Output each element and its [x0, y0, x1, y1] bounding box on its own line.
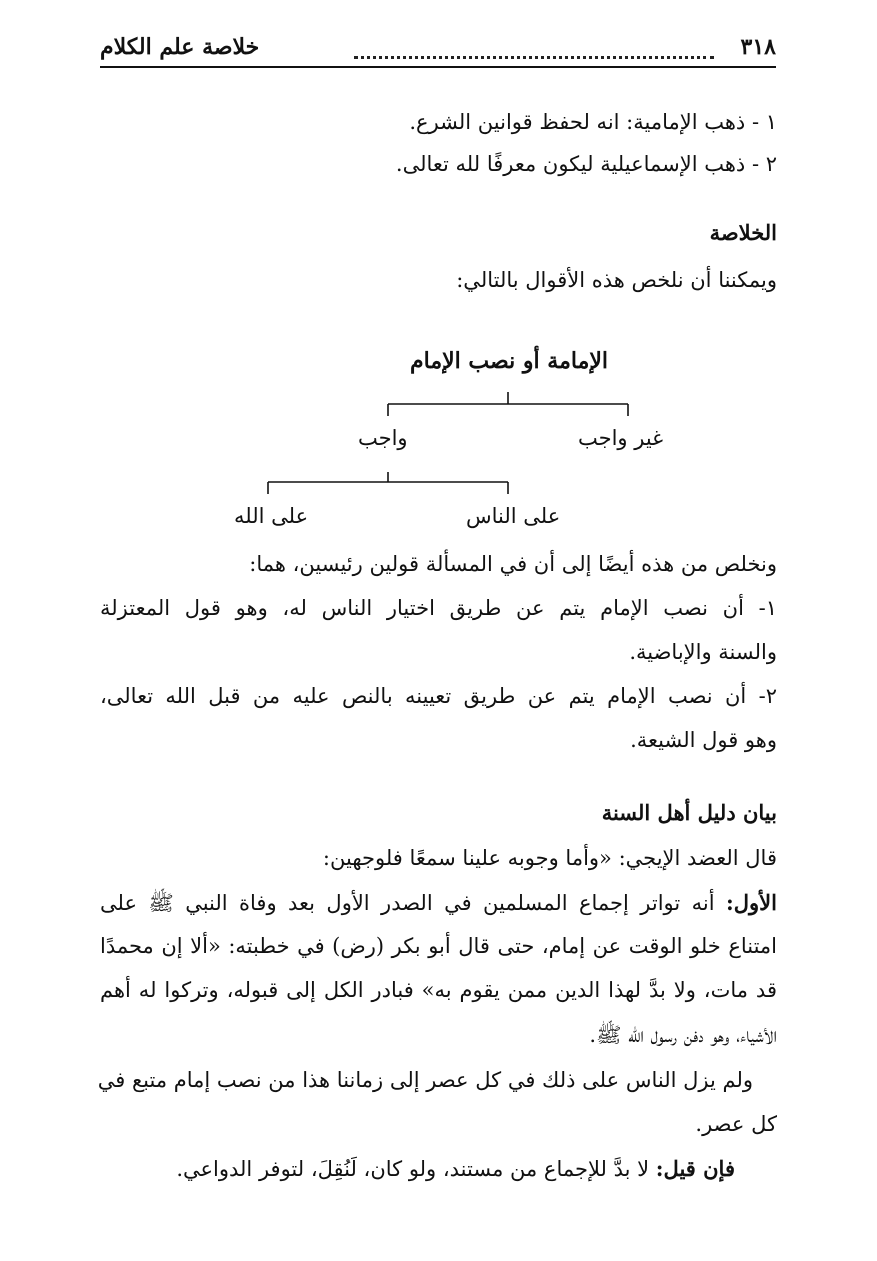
- conclusion-item-1-line-1: ١- أن نصب الإمام يتم عن طريق اختيار الناس له، وهو قول المعتزلة: [100, 596, 777, 620]
- objection-text: لا بدَّ للإجماع من مستند، ولو كان، لَنُقِلَ، لتوفر الدواعي.: [176, 1157, 650, 1181]
- conclusion-item-2-line-1: ٢- أن نصب الإمام يتم عن طريق تعيينه بالنص عليه من قبل الله تعالى،: [100, 684, 777, 708]
- summary-intro: ويمكننا أن نلخص هذه الأقوال بالتالي:: [456, 268, 777, 292]
- sunni-proof-heading: بيان دليل أهل السنة: [601, 800, 777, 825]
- conclusion-item-1-line-2: والسنة والإباضية.: [629, 640, 777, 664]
- page-number: ٣١٨: [740, 34, 776, 60]
- header-rule: [100, 66, 776, 68]
- page-header: [100, 30, 776, 68]
- intro-item-2: ٢ - ذهب الإسماعيلية ليكون معرفًا لله تعالى.: [395, 152, 777, 176]
- first-argument-line-3: قد مات، ولا بدَّ لهذا الدين ممن يقوم به» فبادر الكل إلى قبوله، وتركوا له أهم: [100, 978, 777, 1002]
- first-argument-line-2: امتناع خلو الوقت عن إمام، حتى قال أبو بكر (رض) في خطبته: «ألا إن محمدًا: [100, 934, 777, 958]
- tree-on-god-label: على الله: [234, 504, 309, 528]
- first-argument-label: الأول:: [726, 890, 777, 915]
- objection-label: فإن قيل:: [655, 1156, 735, 1181]
- continuity-line-2: كل عصر.: [695, 1112, 777, 1136]
- tree-not-obligatory-label: غير واجب: [578, 426, 664, 450]
- first-argument-line-1-text: أنه تواتر إجماع المسلمين في الصدر الأول بعد وفاة النبي ﷺ على: [100, 891, 715, 915]
- running-title: خلاصة علم الكلام: [100, 34, 260, 60]
- quote-intro: قال العضد الإيجي: «وأما وجوبه علينا سمعًا فلوجهين:: [322, 846, 777, 870]
- first-argument-line-4: الأشياء، وهو دفن رسول الله ﷺ.: [589, 1023, 777, 1047]
- tree-on-people-label: على الناس: [466, 504, 561, 528]
- header-dot-leader: [354, 56, 714, 59]
- tree-root-label: الإمامة أو نصب الإمام: [410, 348, 609, 374]
- objection-line: [176, 1156, 735, 1181]
- conclusion-intro: ونخلص من هذه أيضًا إلى أن في المسألة قولين رئيسين، هما:: [249, 552, 777, 576]
- first-argument-line-1: [100, 890, 777, 921]
- summary-heading: الخلاصة: [709, 220, 777, 245]
- continuity-line-1: ولم يزل الناس على ذلك في كل عصر إلى زماننا هذا من نصب إمام متبع في: [97, 1068, 753, 1092]
- tree-obligatory-label: واجب: [358, 426, 408, 450]
- intro-item-1: ١ - ذهب الإمامية: انه لحفظ قوانين الشرع.: [409, 110, 777, 134]
- conclusion-item-2-line-2: وهو قول الشيعة.: [630, 728, 777, 752]
